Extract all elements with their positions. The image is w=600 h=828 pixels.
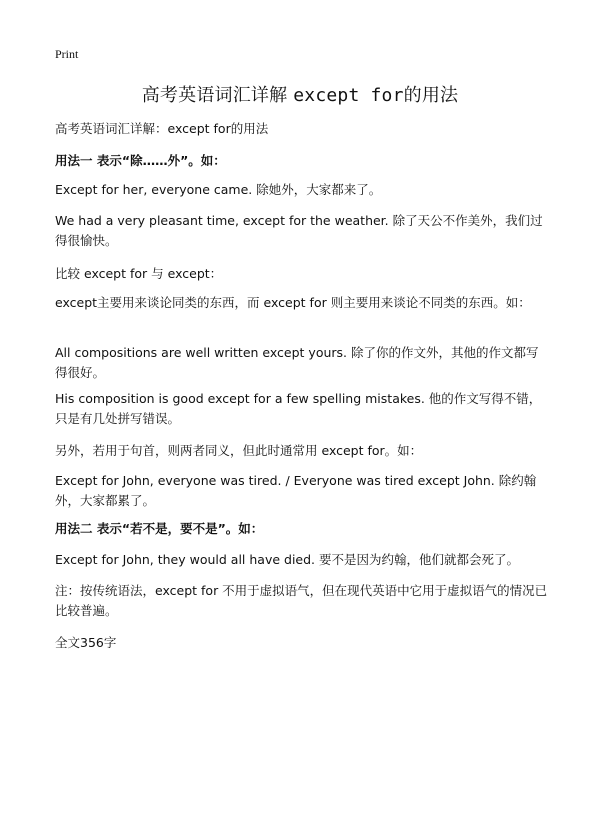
intro-line: 高考英语词汇详解：except for的用法 <box>55 121 269 136</box>
title-cn: 高考英语词汇详解 <box>141 85 294 106</box>
example-sentence: Except for John, they would all have died. 要不是因为约翰，他们就都会死了。 <box>55 552 519 567</box>
example-sentence: His composition is good except for a few spelling mistakes. 他的作文写得不错，只是有几处拼写错误。 <box>55 391 542 426</box>
example-sentence: Except for John, everyone was tired. / Everyone was tired except John. 除约翰外，大家都累了。 <box>55 473 537 508</box>
example-sentence: All compositions are well written except yours. 除了你的作文外，其他的作文都写得很好。 <box>55 345 539 380</box>
grammar-note: 注：按传统语法，except for 不用于虚拟语气，但在现代英语中它用于虚拟语气的情况已比较普遍。 <box>55 583 548 618</box>
comparison-heading: 比较 except for 与 except： <box>55 266 223 281</box>
word-count: 全文356字 <box>55 635 117 650</box>
example-sentence: We had a very pleasant time, except for the weather. 除了天公不作美外，我们过得很愉快。 <box>55 213 543 248</box>
sentence-initial-note: 另外，若用于句首，则两者同义，但此时通常用 except for。如： <box>55 443 423 458</box>
comparison-explanation: except主要用来谈论同类的东西，而 except for 则主要用来谈论不同类的东西。如： <box>55 295 531 310</box>
title-keyword: except for <box>293 85 404 106</box>
example-sentence: Except for her, everyone came. 除她外，大家都来了。 <box>55 182 382 197</box>
title-tail: 的用法 <box>403 85 459 106</box>
page-title <box>0 81 600 107</box>
usage-one-heading: 用法一 表示“除……外”。如： <box>55 153 226 168</box>
usage-two-heading: 用法二 表示“若不是，要不是”。如： <box>55 521 264 536</box>
print-label: Print <box>55 47 79 61</box>
